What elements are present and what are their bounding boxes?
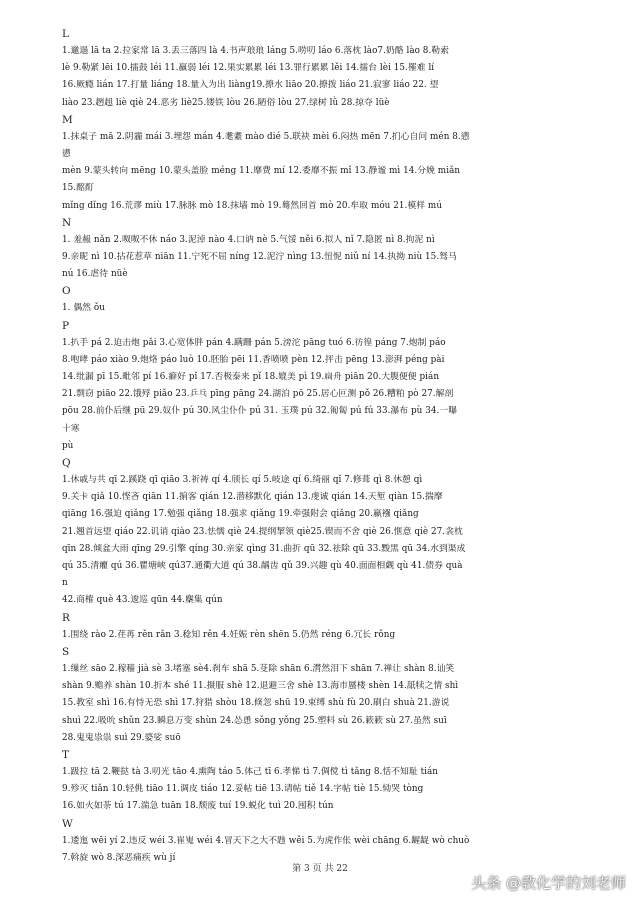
text-line: liào 23.趔趄 liè qiè 24.恶劣 liè25.镂铁 lòu 26.陋俗 lòu 27.绿树 lǜ 28.掠夺 lüè <box>62 97 390 108</box>
text-line: 1. 羞赧 nǎn 2.呶呶不休 náo 3.泥淖 nào 4.口讷 nè 5.气馁 něi 6.拟人 nǐ 7.隐匿 nì 8.拘泥 nì <box>62 234 435 245</box>
text-line: pōu 28.前仆后继 pū 29.奴仆 pú 30.风尘仆仆 pú 31. 玉璞 pú 32.匍匐 pú fú 33.瀑布 pù 34.一曝 <box>62 406 458 417</box>
page-footer: 第 3 页 共 22 <box>292 864 348 874</box>
section-letter: N <box>62 216 72 229</box>
text-line: 懑 <box>62 149 71 160</box>
text-line: 42.商榷 què 43.逡巡 qūn 44.麇集 qún <box>62 595 223 606</box>
text-line: 1.缫丝 sāo 2.稼穑 jià sè 3.堵塞 sè4.刹车 shā 5.芟除 shān 6.潸然泪下 shān 7.禅让 shàn 8.讪笑 <box>62 663 455 674</box>
text-line: 28.鬼鬼祟祟 suì 29.婆娑 suō <box>62 732 181 743</box>
text-line: qiāng 16.强迫 qiǎng 17.勉强 qiǎng 18.强求 qiǎng 19.牵强附会 qiǎng 20.羸襁 qiǎng <box>62 509 419 520</box>
section-letter: Q <box>62 457 71 470</box>
text-line: n <box>62 578 68 589</box>
text-line: 14.纰漏 pī 15.毗邻 pí 16.癖好 pǐ 17.否极泰来 pǐ 18.媲美 pì 19.扁舟 piān 20.大腹便便 pián <box>62 372 440 383</box>
section-letter: O <box>62 285 71 298</box>
text-line: 15.酩酊 <box>62 183 94 194</box>
text-line: 9.亲昵 nì 10.拈花惹草 niān 11.宁死不屈 níng 12.泥泞 nìng 13.忸怩 niǔ ní 14.执拗 niù 15.驽马 <box>62 252 457 263</box>
text-line: 十寒 <box>62 423 80 434</box>
text-line: 1. 偶然 ǒu <box>62 303 105 314</box>
text-line: 1.抹桌子 mā 2.阴霾 mái 3.埋怨 mán 4.耄耋 mào dié 5.联袂 mèi 6.闷热 mēn 7.扪心自问 mén 8.懑 <box>62 131 470 142</box>
text-line: shàn 9.赡养 shàn 10.折本 shé 11.摄服 shè 12.退避三舍 shè 13.海市蜃楼 shèn 14.舐犊之情 shì <box>62 681 459 692</box>
text-line: 1.休戚与共 qī 2.蹊跷 qī qiāo 3.祈祷 qí 4.颀长 qí 5.岐途 qí 6.绮丽 qǐ 7.修葺 qì 8.休憩 qì <box>62 475 423 486</box>
text-line: 1.围绕 rào 2.荏苒 rěn rǎn 3.稔知 rěn 4.妊娠 rèn shēn 5.仍然 réng 6.冗长 rǒng <box>62 629 396 640</box>
text-line: mǐng dǐng 16.荒谬 miù 17.脉脉 mò 18.抹墙 mò 19.蓦然回首 mò 20.牟取 móu 21.模样 mú <box>62 200 443 211</box>
watermark-text: 头条 @教化学的刘老师 <box>471 874 626 892</box>
text-line: qīn 28.倾盆大雨 qīng 29.引擎 qíng 30.亲家 qìng 31.曲折 qū 32.祛除 qū 33.黢黑 qū 34.水到渠成 <box>62 543 466 554</box>
text-line: 9.关卡 qiǎ 10.悭吝 qiān 11.掮客 qián 12.潜移默化 qián 13.虔诚 qián 14.天堑 qiàn 15.揣摩 <box>62 492 443 503</box>
text-line: shuì 22.吸吮 shǔn 23.瞬息万变 shùn 24.怂恿 sǒng yǒng 25.塑料 sù 26.簌簌 sù 27.虽然 suī <box>62 715 447 726</box>
text-line: 21.剽窃 piāo 22.饿殍 piǎo 23.乒乓 pīng pāng 24.湖泊 pō 25.居心叵测 pǒ 26.糟粕 pò 27.解剖 <box>62 389 454 400</box>
section-letter: P <box>62 319 70 332</box>
text-line: lè 9.勒紧 lēi 10.擂鼓 léi 11.羸弱 léi 12.果实累累 léi 13.罪行累累 lěi 14.擂台 lèi 15.罹难 lí <box>62 63 435 74</box>
text-line: nú 16.虐待 nüè <box>62 269 128 280</box>
text-line: 15.教室 shì 16.有恃无恐 shì 17.狩猎 shòu 18.倏忽 shū 19.束缚 shù fù 20.刷白 shuà 21.游说 <box>62 698 450 709</box>
text-line: 1.扒手 pá 2.迫击炮 pǎi 3.心宽体胖 pán 4.蹒跚 pán 5.滂沱 pāng tuó 6.彷徨 páng 7.炮制 páo <box>62 337 446 348</box>
section-letter: W <box>62 817 73 830</box>
text-line: 16.厥瘾 lián 17.打量 liáng 18.量入为出 liàng19.撩水 liāo 20.撩拨 liáo 21.寂寥 liáo 22. 望 <box>62 80 439 91</box>
text-line: 1.逶迤 wēi yí 2.违反 wéi 3.崔嵬 wéi 4.冒天下之大不韪 wěi 5.为虎作伥 wèi chāng 6.龌龊 wò chuò <box>62 835 470 846</box>
section-letter: L <box>62 28 69 40</box>
text-line: mèn 9.蒙头转向 mēng 10.蒙头盖脸 méng 11.靡费 mí 12.委靡不振 mǐ 13.静谧 mì 14.分娩 miǎn <box>62 166 461 177</box>
document-body <box>62 26 582 867</box>
section-letter: S <box>62 645 70 658</box>
text-line: 21.翘首远望 qiáo 22.讥诮 qiào 23.怯懦 qiè 24.提纲挈领 qiè25.锲而不舍 qiè 26.惬意 qiè 27.衾枕 <box>62 526 463 537</box>
text-line: 16.如火如荼 tú 17.湍急 tuān 18.颓废 tuí 19.蜕化 tuì 20.囤积 tún <box>62 801 334 812</box>
section-letter: M <box>62 113 73 126</box>
text-line: 9.殄灭 tiǎn 10.轻佻 tiāo 11.调皮 tiáo 12.妥帖 tiē 13.请帖 tiě 14.字帖 tiè 15.恸哭 tòng <box>62 784 424 795</box>
text-line: 7.斡旋 wò 8.深恶痛疾 wù jí <box>62 852 176 863</box>
text-line: qú 35.清癯 qú 36.瞿塘峡 qú37.通衢大道 qú 38.龋齿 qǔ 39.兴趣 qù 40.面面相觑 qù 41.债券 quà <box>62 561 463 572</box>
text-line: 1.趿拉 tā 2.鞭挞 tà 3.叨光 tāo 4.熏陶 táo 5.体己 tī 6.孝悌 tì 7.倜傥 tì tǎng 8.恬不知耻 tián <box>62 766 439 777</box>
text-line: pù <box>62 440 74 451</box>
section-letter: R <box>62 611 70 624</box>
text-line: 1.邋遢 lā ta 2.拉家常 lā 3.丢三落四 là 4.书声琅琅 láng 5.唠叨 láo 6.落枕 lào7.奶酪 lào 8.勒索 <box>62 46 449 56</box>
watermark <box>471 872 626 893</box>
section-letter: T <box>62 748 70 761</box>
text-line: 8.咆哮 páo xiào 9.炮烙 páo luò 10.胚胎 pēi 11.香喷喷 pèn 12.抨击 pēng 13.澎湃 péng pài <box>62 354 445 365</box>
